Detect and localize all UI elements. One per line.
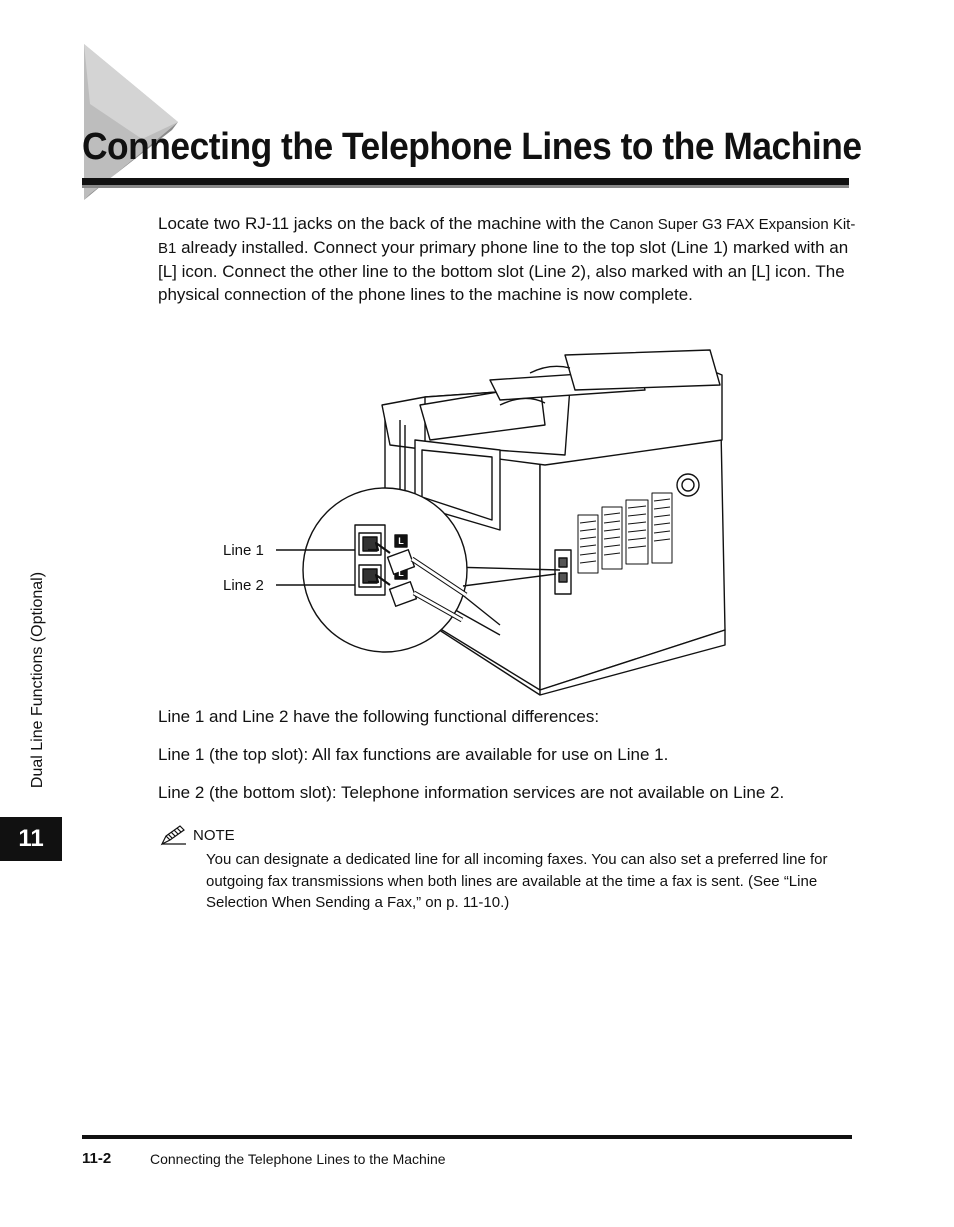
chapter-number-tab: 11 (0, 817, 62, 861)
note-body: You can designate a dedicated line for all incoming faxes. You can also set a preferred line for outgoing fax transmissions when both lines are available at the time a fax is sent. (See “Line Selection When Sending a Fax,” on p. 11-10.) (206, 851, 828, 911)
line2-description: Line 2 (the bottom slot): Telephone information services are not available on Line 2. (158, 783, 785, 802)
jack-l-badge-bottom: L (398, 568, 404, 578)
intro-paragraph (158, 212, 858, 306)
footer-rule (82, 1135, 852, 1139)
page-title: Connecting the Telephone Lines to the Machine (82, 126, 862, 168)
machine-connection-figure (200, 345, 760, 700)
differences-intro: Line 1 and Line 2 have the following functional differences: (158, 707, 600, 726)
jack-l-badge-top: L (398, 536, 404, 546)
title-rule (82, 178, 849, 185)
footer-page-number: 11-2 (82, 1150, 112, 1167)
title-rule-shadow (82, 185, 849, 188)
pencil-icon (158, 824, 188, 848)
section-side-label: Dual Line Functions (Optional) (29, 571, 46, 789)
intro-text-after: already installed. Connect your primary phone line to the top slot (Line 1) marked with an [L] icon. Connect the other line to the bottom slot (Line 2), also marked with an [L] icon. The physical connection of the phone lines to the machine is now complete. (158, 238, 849, 304)
footer-title: Connecting the Telephone Lines to the Machine (150, 1151, 446, 1167)
line1-description: Line 1 (the top slot): All fax functions are available for use on Line 1. (158, 745, 669, 764)
intro-text-before: Locate two RJ-11 jacks on the back of the machine with the (158, 214, 610, 233)
product-name: Canon Super G3 FAX Expansion Kit-B1 (158, 216, 856, 257)
line1-label: Line 1 (223, 542, 264, 559)
note-title: NOTE (193, 827, 235, 844)
line2-label: Line 2 (223, 577, 264, 594)
